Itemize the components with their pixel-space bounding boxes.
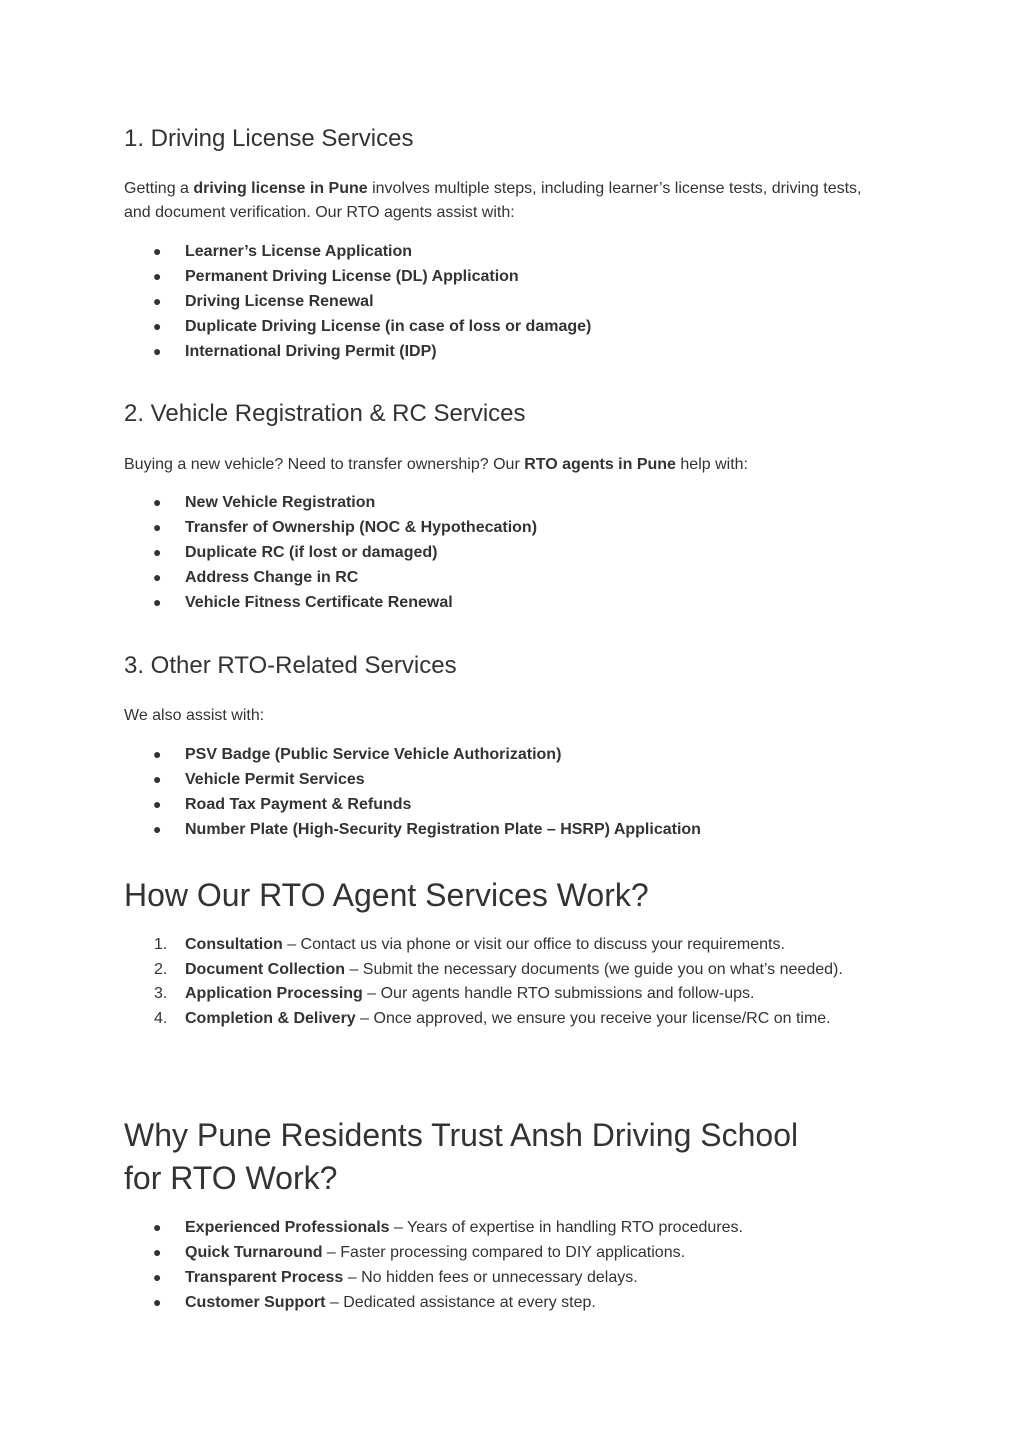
list-item-label: Transfer of Ownership (NOC & Hypothecation) [185, 519, 538, 536]
point-text: – No hidden fees or unnecessary delays. [343, 1269, 638, 1286]
point-text: – Faster processing compared to DIY applications. [322, 1244, 686, 1261]
section-heading-driving-license: 1. Driving License Services [124, 125, 414, 152]
list-item-label: Vehicle Permit Services [185, 771, 365, 788]
step-item [124, 933, 884, 958]
list-item-label: Permanent Driving License (DL) Application [185, 268, 519, 285]
list-item [124, 792, 884, 817]
list-item-label: Vehicle Fitness Certificate Renewal [185, 594, 453, 611]
step-title: Application Processing [185, 985, 363, 1002]
list-item-label: Duplicate RC (if lost or damaged) [185, 544, 438, 561]
step-item [124, 982, 884, 1007]
list-item [124, 1240, 884, 1265]
list-item-label: PSV Badge (Public Service Vehicle Authorization) [185, 746, 562, 763]
how-it-works-steps [124, 933, 884, 1031]
step-number: 4. [154, 1009, 168, 1027]
point-text: – Years of expertise in handling RTO procedures. [389, 1219, 743, 1236]
intro-text: help with: [675, 456, 748, 473]
bullet-icon: ● [153, 796, 162, 812]
section-intro-vehicle-registration [124, 453, 884, 477]
intro-bold-text: RTO agents in Pune [524, 456, 676, 473]
bullet-icon: ● [153, 318, 162, 334]
bullet-icon: ● [153, 243, 162, 259]
intro-text: involves multiple steps, including learner’s license tests, driving tests, and document verification. Our RTO agents assist with: [124, 180, 862, 221]
step-number: 3. [154, 985, 168, 1002]
section-intro-driving-license [124, 177, 884, 225]
point-title: Experienced Professionals [185, 1219, 390, 1236]
list-item [124, 339, 884, 364]
bullet-icon: ● [153, 343, 162, 359]
step-number: 2. [154, 960, 168, 978]
bullet-icon: ● [153, 1244, 162, 1260]
list-item-label: Address Change in RC [185, 569, 359, 586]
why-trust-heading [124, 1114, 798, 1200]
intro-text: Buying a new vehicle? Need to transfer ownership? Our [124, 456, 525, 473]
list-item-label: International Driving Permit (IDP) [185, 343, 437, 360]
intro-text: Getting a [124, 180, 194, 197]
heading-line: for RTO Work? [124, 1160, 338, 1196]
step-item [124, 1007, 884, 1032]
heading-line: Why Pune Residents Trust Ansh Driving School [124, 1117, 799, 1153]
how-it-works-heading: How Our RTO Agent Services Work? [124, 877, 649, 913]
bullet-icon: ● [153, 519, 162, 535]
intro-bold-text: driving license in Pune [193, 180, 368, 197]
bullet-icon: ● [153, 569, 162, 585]
step-text: – Submit the necessary documents (we guide you on what’s needed). [345, 960, 843, 978]
list-item [124, 239, 884, 264]
list-item [124, 817, 884, 842]
list-item-label: Driving License Renewal [185, 293, 374, 310]
list-item-label: Learner’s License Application [185, 243, 413, 260]
bullet-icon: ● [153, 594, 162, 610]
list-item [124, 540, 884, 565]
bullet-icon: ● [153, 771, 162, 787]
list-item [124, 264, 884, 289]
list-item [124, 515, 884, 540]
bullet-icon: ● [153, 494, 162, 510]
list-item [124, 1290, 884, 1315]
step-text: – Contact us via phone or visit our office to discuss your requirements. [282, 936, 785, 953]
point-title: Transparent Process [185, 1269, 344, 1286]
list-item [124, 314, 884, 339]
point-title: Quick Turnaround [185, 1244, 323, 1261]
step-title: Document Collection [185, 960, 346, 978]
list-item [124, 490, 884, 515]
bullet-icon: ● [153, 268, 162, 284]
step-text: – Our agents handle RTO submissions and follow-ups. [362, 985, 755, 1002]
section-heading-vehicle-registration: 2. Vehicle Registration & RC Services [124, 400, 526, 427]
list-item-label: Duplicate Driving License (in case of loss or damage) [185, 318, 592, 335]
list-item-label: Number Plate (High-Security Registration Plate – HSRP) Application [185, 821, 701, 838]
list-item-label: New Vehicle Registration [185, 494, 376, 511]
vehicle-registration-services-list [124, 490, 884, 615]
point-title: Customer Support [185, 1294, 326, 1311]
point-text: – Dedicated assistance at every step. [325, 1294, 596, 1311]
bullet-icon: ● [153, 746, 162, 762]
list-item [124, 590, 884, 615]
step-title: Consultation [185, 936, 283, 953]
bullet-icon: ● [153, 821, 162, 837]
list-item [124, 1215, 884, 1240]
step-item [124, 958, 884, 983]
bullet-icon: ● [153, 293, 162, 309]
list-item-label: Road Tax Payment & Refunds [185, 796, 412, 813]
why-trust-points [124, 1215, 884, 1315]
step-text: – Once approved, we ensure you receive your license/RC on time. [355, 1009, 831, 1027]
bullet-icon: ● [153, 1269, 162, 1285]
bullet-icon: ● [153, 1294, 162, 1310]
list-item [124, 1265, 884, 1290]
section-heading-other-services: 3. Other RTO-Related Services [124, 652, 457, 679]
list-item [124, 767, 884, 792]
step-title: Completion & Delivery [185, 1009, 356, 1027]
bullet-icon: ● [153, 1219, 162, 1235]
list-item [124, 289, 884, 314]
list-item [124, 565, 884, 590]
section-intro-other-services: We also assist with: [124, 707, 265, 724]
other-services-list [124, 742, 884, 842]
list-item [124, 742, 884, 767]
driving-license-services-list [124, 239, 884, 364]
step-number: 1. [154, 936, 168, 953]
bullet-icon: ● [153, 544, 162, 560]
